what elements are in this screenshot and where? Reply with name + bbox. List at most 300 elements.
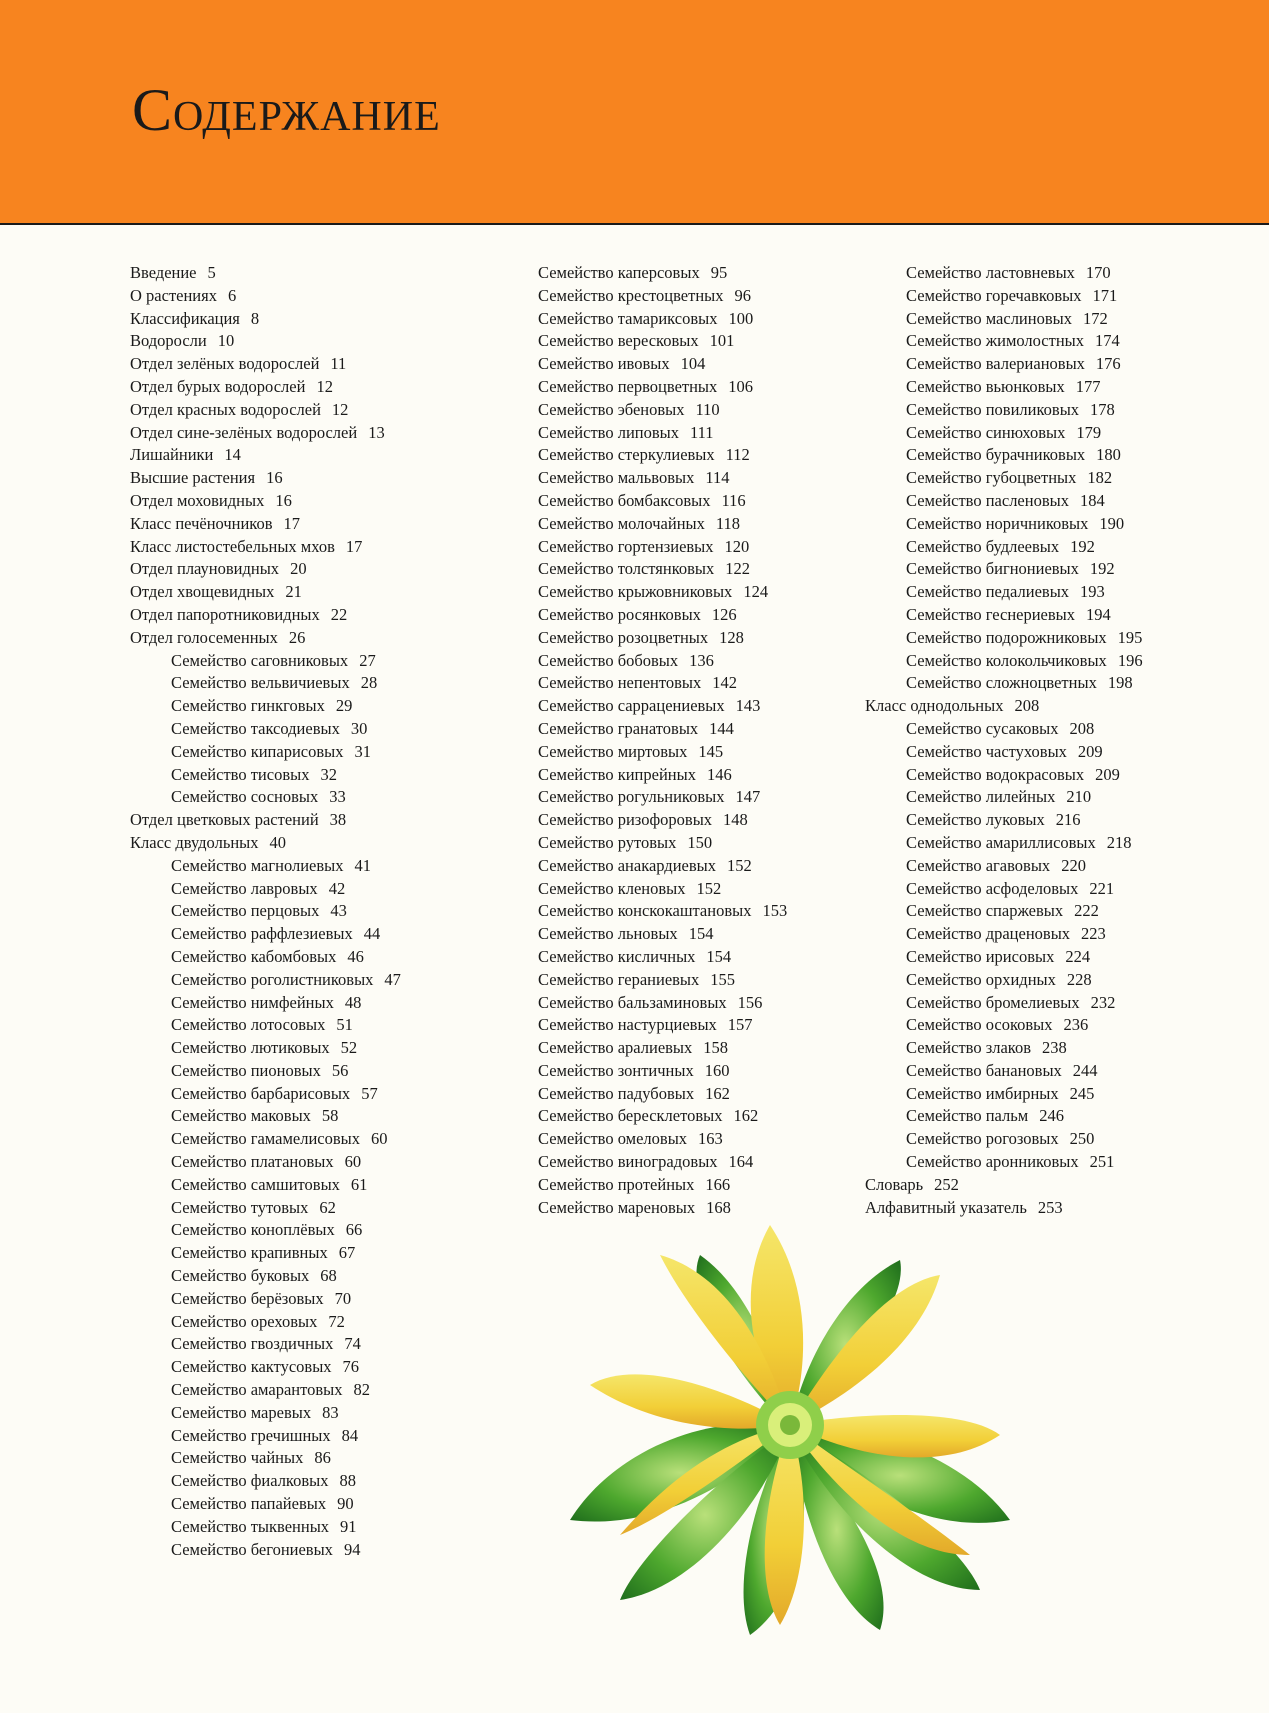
toc-entry-label: Семейство тисовых [171,764,310,784]
toc-entry-label: Семейство ластовневых [906,263,1075,282]
toc-entry-label: Семейство росянковых [538,604,701,624]
toc-entry [865,490,1143,513]
toc-entry-page: 16 [275,490,292,510]
toc-entry-page: 184 [1079,490,1105,510]
toc-entry-page: 12 [316,376,333,396]
toc-entry-page: 32 [320,764,337,784]
toc-entry-page: 114 [705,468,730,488]
toc-entry [538,399,787,422]
toc-entry-label: Семейство бересклетовых [538,1106,723,1126]
toc-entry-label: Семейство жимолостных [906,331,1085,351]
toc-entry-label: Семейство осоковых [906,1015,1053,1035]
toc-entry-page: 152 [696,878,722,898]
toc-entry [538,832,787,855]
toc-entry-page: 72 [328,1311,345,1331]
toc-entry [865,353,1143,376]
toc-entry-label: Семейство злаков [906,1038,1032,1058]
toc-entry [865,809,1143,832]
toc-entry [865,718,1143,741]
toc-entry-label: Семейство лотосовых [171,1015,326,1035]
toc-entry-page: 70 [334,1288,352,1308]
toc-entry-label: Отдел голосеменных [130,627,278,647]
toc-entry-page: 22 [330,604,348,624]
toc-entry [865,1060,1143,1083]
toc-entry-page: 142 [712,673,737,693]
toc-entry-page: 238 [1042,1038,1067,1058]
toc-entry-page: 177 [1075,376,1101,396]
toc-entry [538,467,787,490]
toc-entry-label: Семейство кабомбовых [171,946,337,966]
toc-entry-page: 58 [321,1106,339,1126]
toc-entry-label: Семейство толстянковых [538,559,715,579]
toc-entry [130,1379,401,1402]
toc-entry-label: Семейство ореховых [171,1311,318,1331]
toc-entry [538,923,787,946]
toc-entry [865,855,1143,878]
toc-entry-label: Отдел хвощевидных [130,582,275,602]
toc-entry [538,1151,787,1174]
toc-entry [130,308,401,331]
toc-entry [865,1105,1143,1128]
toc-entry-label: Семейство льновых [538,924,678,944]
toc-entry-page: 94 [343,1539,361,1559]
toc-entry-label: Семейство вересковых [538,331,699,351]
toc-entry [130,672,401,695]
toc-entry-label: Семейство мальвовых [538,468,695,488]
toc-entry-label: Семейство самшитовых [171,1174,340,1194]
toc-entry [865,1083,1143,1106]
toc-entry [865,627,1143,650]
toc-entry-label: Отдел сине-зелёных водорослей [130,422,358,442]
toc-entry-page: 209 [1077,741,1103,761]
toc-entry-page: 148 [723,810,748,830]
toc-entry-page: 220 [1061,855,1086,875]
toc-entry-page: 56 [331,1060,349,1080]
toc-entry-page: 250 [1069,1129,1095,1149]
toc-entry [130,1174,401,1197]
toc-entry [865,558,1143,581]
toc-entry-label: Семейство ризофоровых [538,810,713,830]
toc-entry [538,1174,787,1197]
toc-entry-label: Семейство аронниковых [906,1152,1079,1172]
toc-entry [538,1060,787,1083]
toc-entry-label: Семейство драценовых [906,924,1071,944]
toc-entry [865,536,1143,559]
toc-entry [130,558,401,581]
toc-entry-page: 51 [336,1015,353,1035]
toc-entry-page: 251 [1089,1152,1115,1172]
toc-entry-page: 246 [1039,1106,1064,1126]
toc-entry-label: Семейство ирисовых [906,946,1055,966]
toc-entry-page: 111 [689,422,714,442]
toc-entry-label: Семейство синюховых [906,422,1066,442]
toc-entry-label: Семейство эбеновых [538,399,685,419]
toc-entry [865,444,1143,467]
toc-entry-label: Семейство водокрасовых [906,764,1085,784]
toc-entry [130,1333,401,1356]
toc-entry-page: 153 [762,901,788,921]
toc-entry-label: Семейство платановых [171,1152,334,1172]
toc-entry-label: Семейство миртовых [538,741,688,761]
toc-entry [130,650,401,673]
toc-entry-page: 192 [1070,536,1095,556]
toc-entry-page: 154 [706,946,732,966]
toc-entry-page: 208 [1014,696,1040,716]
toc-entry [130,1219,401,1242]
toc-entry [130,262,401,285]
toc-entry-page: 157 [727,1015,753,1035]
toc-entry [130,513,401,536]
toc-entry-page: 60 [371,1129,388,1149]
toc-entry-label: Семейство буковых [171,1266,310,1286]
toc-entry-page: 106 [728,376,754,396]
toc-entry [130,969,401,992]
toc-entry-page: 38 [329,810,347,830]
toc-entry-page: 27 [359,650,376,670]
toc-entry-page: 154 [688,924,714,944]
toc-entry-label: Семейство орхидных [906,969,1056,989]
toc-entry-label: Семейство крыжовниковых [538,582,733,602]
toc-entry-page: 120 [724,536,750,556]
toc-column-1 [130,262,401,1561]
toc-entry-label: Семейство бигнониевых [906,559,1079,579]
toc-entry-label: Семейство крапивных [171,1243,328,1263]
toc-entry-label: Семейство липовых [538,422,679,442]
toc-entry [538,536,787,559]
toc-entry [538,262,787,285]
toc-entry [130,285,401,308]
toc-entry-label: Семейство стеркулиевых [538,445,715,465]
toc-entry-page: 82 [353,1380,370,1400]
toc-entry-page: 13 [368,422,385,442]
toc-entry-label: Семейство бромелиевых [906,992,1080,1012]
toc-entry-label: Семейство бегониевых [171,1539,333,1559]
toc-entry-label: Семейство кленовых [538,878,686,898]
toc-entry-label: Семейство амариллисовых [906,832,1096,852]
toc-entry-label: Семейство протейных [538,1174,695,1194]
toc-entry-page: 10 [217,331,235,351]
toc-entry-label: Семейство имбирных [906,1083,1059,1103]
toc-entry [130,1128,401,1151]
toc-entry-page: 182 [1087,468,1113,488]
toc-entry-label: Высшие растения [130,468,256,488]
toc-entry-label: Семейство маслиновых [906,308,1072,328]
toc-entry [130,695,401,718]
toc-entry-page: 166 [705,1174,731,1194]
toc-entry-label: Семейство сусаковых [906,718,1059,738]
toc-entry-label: Семейство мареновых [538,1197,696,1217]
toc-entry [130,1151,401,1174]
toc-entry-label: Семейство сосновых [171,787,319,807]
toc-entry [130,900,401,923]
toc-entry-label: Класс листостебельных мхов [130,536,335,556]
toc-entry [130,1060,401,1083]
toc-entry-page: 163 [698,1129,723,1149]
toc-entry-page: 171 [1092,285,1118,305]
toc-entry-label: Семейство тутовых [171,1197,309,1217]
toc-entry-label: Семейство роголистниковых [171,969,374,989]
toc-entry-page: 61 [350,1174,368,1194]
toc-entry-page: 52 [340,1038,358,1058]
toc-entry-page: 124 [743,582,769,602]
toc-entry [538,627,787,650]
toc-entry [130,1356,401,1379]
toc-entry-page: 29 [335,696,353,716]
toc-entry-page: 28 [360,673,378,693]
toc-entry-page: 42 [328,878,346,898]
toc-entry-page: 95 [710,263,728,282]
toc-entry-page: 228 [1066,969,1092,989]
toc-entry [865,376,1143,399]
toc-entry-label: Семейство агавовых [906,855,1051,875]
toc-entry-page: 26 [288,627,306,647]
toc-entry [130,1311,401,1334]
toc-entry [130,444,401,467]
toc-entry-page: 12 [331,399,349,419]
toc-entry-page: 216 [1055,810,1081,830]
toc-entry [538,1128,787,1151]
toc-entry-page: 253 [1037,1197,1063,1217]
toc-entry-label: Семейство сложноцветных [906,673,1097,693]
toc-entry-label: Семейство маковых [171,1106,311,1126]
toc-entry-page: 76 [342,1357,360,1377]
toc-entry [865,900,1143,923]
toc-entry [865,764,1143,787]
toc-entry-page: 16 [266,468,283,488]
toc-entry-page: 112 [725,445,750,465]
toc-entry-label: Классификация [130,308,240,328]
toc-entry [538,718,787,741]
toc-entry [865,1128,1143,1151]
toc-column-2 [538,262,787,1219]
toc-entry-page: 33 [329,787,346,807]
toc-entry [865,1174,1143,1197]
toc-entry [130,1037,401,1060]
toc-entry [130,764,401,787]
toc-entry-page: 5 [207,263,216,282]
toc-entry-label: Семейство норичниковых [906,513,1089,533]
toc-entry-label: Отдел бурых водорослей [130,376,306,396]
toc-entry [865,650,1143,673]
toc-entry [538,353,787,376]
toc-entry-page: 68 [320,1266,337,1286]
toc-entry-page: 172 [1082,308,1108,328]
toc-entry-page: 144 [709,718,734,738]
toc-entry-page: 116 [721,490,746,510]
toc-entry-label: Отдел папоротниковидных [130,604,320,624]
toc-entry-page: 164 [728,1152,754,1172]
toc-entry-label: Семейство пальм [906,1106,1029,1126]
toc-entry-page: 145 [698,741,724,761]
toc-entry-label: Семейство пионовых [171,1060,321,1080]
toc-entry-label: Семейство лавровых [171,878,318,898]
toc-entry-page: 160 [704,1060,730,1080]
toc-entry-label: Семейство кактусовых [171,1357,332,1377]
toc-entry [538,1014,787,1037]
toc-entry-label: Класс печёночников [130,513,273,533]
toc-entry-label: Словарь [865,1174,924,1194]
toc-entry-page: 244 [1072,1060,1098,1080]
toc-entry [538,855,787,878]
toc-entry-label: Семейство геснериевых [906,604,1076,624]
flower-illustration [560,1215,1020,1645]
toc-entry [538,285,787,308]
toc-entry-page: 245 [1069,1083,1095,1103]
toc-entry [538,992,787,1015]
toc-entry-label: Семейство гинкговых [171,696,325,716]
toc-entry [865,604,1143,627]
toc-entry-page: 46 [347,946,364,966]
toc-entry-page: 44 [363,924,381,944]
toc-entry-label: Семейство молочайных [538,513,705,533]
toc-entry-label: Семейство зонтичных [538,1060,694,1080]
toc-entry-label: О растениях [130,285,217,305]
toc-entry-label: Семейство анакардиевых [538,855,716,875]
toc-entry-label: Семейство непентовых [538,673,702,693]
toc-entry [538,650,787,673]
toc-entry-label: Семейство ивовых [538,354,670,374]
toc-entry [130,1402,401,1425]
toc-entry [538,672,787,695]
toc-entry [865,581,1143,604]
toc-entry [538,422,787,445]
toc-entry-page: 162 [705,1083,730,1103]
toc-entry-label: Введение [130,263,197,282]
toc-entry [865,513,1143,536]
toc-entry-page: 222 [1074,901,1099,921]
toc-entry-label: Семейство педалиевых [906,582,1070,602]
toc-entry [538,695,787,718]
toc-entry-label: Семейство фиалковых [171,1471,329,1491]
toc-entry [538,308,787,331]
toc-entry [130,627,401,650]
toc-entry-label: Семейство бобовых [538,650,679,670]
toc-entry-page: 47 [384,969,401,989]
toc-entry [130,1470,401,1493]
toc-entry-label: Семейство подорожниковых [906,627,1107,647]
toc-entry [130,1447,401,1470]
toc-entry [538,490,787,513]
toc-entry-page: 162 [733,1106,759,1126]
toc-entry [538,513,787,536]
toc-entry-page: 179 [1076,422,1102,442]
toc-entry-page: 236 [1063,1015,1089,1035]
toc-entry-label: Семейство бурачниковых [906,445,1086,465]
toc-entry-page: 66 [345,1220,363,1240]
toc-entry-page: 100 [728,308,754,328]
toc-entry [538,878,787,901]
toc-entry-page: 41 [354,855,372,875]
toc-entry [130,1493,401,1516]
toc-entry-page: 252 [934,1174,959,1194]
toc-entry [865,1151,1143,1174]
toc-entry-label: Семейство коноплёвых [171,1220,335,1240]
toc-entry [538,946,787,969]
toc-entry [130,1425,401,1448]
toc-entry [865,1014,1143,1037]
toc-entry-page: 14 [224,445,241,465]
toc-entry-page: 150 [687,832,713,852]
toc-entry-page: 223 [1081,924,1106,944]
toc-entry-page: 210 [1066,787,1092,807]
toc-entry-page: 122 [725,559,751,579]
toc-entry-page: 224 [1065,946,1091,966]
toc-entry [865,308,1143,331]
toc-entry [130,490,401,513]
toc-entry [538,741,787,764]
toc-entry-label: Семейство гортензиевых [538,536,714,556]
toc-entry-page: 17 [345,536,363,556]
toc-entry-label: Семейство лилейных [906,787,1056,807]
toc-entry-label: Семейство чайных [171,1448,304,1468]
toc-entry-page: 83 [322,1402,339,1422]
toc-entry [130,1083,401,1106]
toc-entry-label: Класс двудольных [130,832,259,852]
toc-entry-page: 194 [1086,604,1111,624]
toc-entry [538,1083,787,1106]
toc-entry-page: 57 [361,1083,378,1103]
toc-entry-page: 20 [290,559,307,579]
toc-entry-label: Семейство амарантовых [171,1380,343,1400]
toc-entry-label: Семейство спаржевых [906,901,1064,921]
toc-entry-label: Семейство гераниевых [538,969,700,989]
toc-entry [130,1539,401,1562]
toc-entry-label: Семейство перцовых [171,901,320,921]
toc-entry-page: 195 [1117,627,1143,647]
toc-entry [130,923,401,946]
toc-entry-page: 101 [709,331,735,351]
toc-entry-label: Семейство раффлезиевых [171,924,353,944]
toc-entry [130,1288,401,1311]
toc-entry-label: Отдел плауновидных [130,559,280,579]
toc-entry-page: 62 [319,1197,336,1217]
toc-entry-page: 88 [339,1471,356,1491]
toc-entry-label: Семейство берёзовых [171,1288,324,1308]
toc-entry-page: 218 [1106,832,1132,852]
toc-entry-page: 192 [1089,559,1115,579]
toc-entry [538,376,787,399]
toc-entry [130,581,401,604]
toc-entry-label: Семейство настурциевых [538,1015,717,1035]
toc-entry-page: 110 [695,399,720,419]
toc-entry-label: Лишайники [130,445,214,465]
toc-entry [130,1197,401,1220]
toc-entry [538,969,787,992]
toc-entry-page: 156 [737,992,763,1012]
toc-entry-page: 90 [337,1494,354,1514]
toc-entry-page: 174 [1095,331,1120,351]
toc-entry-page: 6 [227,285,237,305]
toc-entry [538,900,787,923]
toc-entry-page: 84 [341,1425,359,1445]
toc-entry [130,1516,401,1539]
toc-entry-label: Семейство пасленовых [906,490,1069,510]
toc-entry [130,376,401,399]
toc-entry-label: Семейство рутовых [538,832,677,852]
toc-entry-page: 126 [711,604,737,624]
toc-entry-label: Семейство вьюнковых [906,376,1065,396]
toc-entry-page: 96 [734,285,752,305]
toc-entry [865,672,1143,695]
toc-entry-label: Семейство губоцветных [906,468,1077,488]
toc-entry-page: 74 [344,1334,361,1354]
toc-entry [538,764,787,787]
toc-entry-page: 48 [344,992,362,1012]
toc-entry-label: Семейство магнолиевых [171,855,344,875]
toc-column-3 [865,262,1143,1219]
toc-entry [130,718,401,741]
toc-entry-label: Семейство рогозовых [906,1129,1059,1149]
